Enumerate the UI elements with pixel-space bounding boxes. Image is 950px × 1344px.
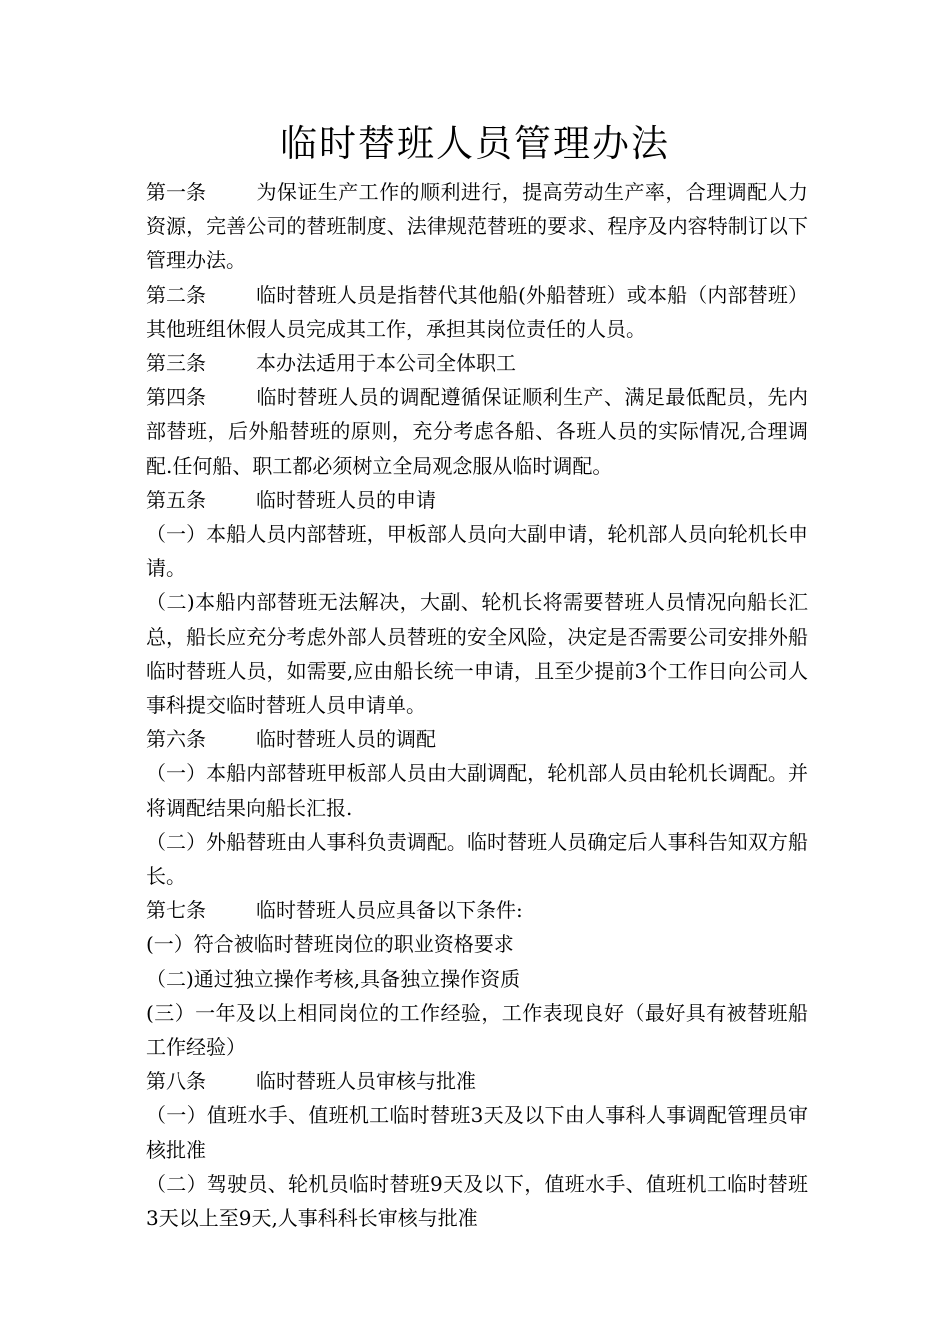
article-number: 第八条 [146,1069,206,1094]
paragraph-text: 为保证生产工作的顺利进行，提高劳动生产率，合理调配人力资源，完善公司的替班制度、法律规范替班的要求、程序及内容特制订以下管理办法。 [146,180,808,273]
paragraph-text: 临时替班人员应具备以下条件: [256,898,523,923]
article-paragraph [146,380,808,483]
clause-paragraph [146,585,808,722]
paragraph-text: （二）外船替班由人事科负责调配。临时替班人员确定后人事科告知双方船长。 [146,829,808,889]
paragraph-text: （一）本船人员内部替班，甲板部人员向大副申请，轮机部人员向轮机长申请。 [146,522,808,581]
clause-paragraph [146,927,808,961]
clause-paragraph [146,517,808,585]
article-number: 第六条 [146,727,206,752]
paragraph-text: （一）值班水手、值班机工临时替班3天及以下由人事科人事调配管理员审核批准 [146,1103,808,1162]
article-paragraph [146,722,808,756]
article-number: 第三条 [146,351,206,376]
article-number: 第五条 [146,487,206,512]
paragraph-text: 临时替班人员审核与批准 [256,1069,476,1094]
paragraph-text: 临时替班人员的调配遵循保证顺利生产、满足最低配员，先内部替班，后外船替班的原则，充分考虑各船、各班人员的实际情况,合理调配.任何船、职工都必须树立全局观念服从临时调配。 [146,385,808,478]
article-number: 第四条 [146,385,206,410]
paragraph-text: (三）一年及以上相同岗位的工作经验，工作表现良好（最好具有被替班船工作经验） [146,1000,808,1060]
article-paragraph [146,175,808,278]
paragraph-text: （二)通过独立操作考核,具备独立操作资质 [146,966,521,991]
paragraph-text: 本办法适用于本公司全体职工 [256,351,516,376]
article-number: 第二条 [146,282,206,307]
paragraph-text: 临时替班人员的申请 [256,487,436,512]
article-number: 第一条 [146,180,206,204]
article-paragraph [146,1064,808,1098]
paragraph-text: 临时替班人员是指替代其他船(外船替班）或本船（内部替班）其他班组休假人员完成其工作，承担其岗位责任的人员。 [146,282,808,341]
clause-paragraph [146,1098,808,1166]
paragraph-text: 临时替班人员的调配 [256,727,436,752]
article-number: 第七条 [146,898,206,923]
document-body [146,175,808,1235]
article-paragraph [146,893,808,927]
article-paragraph [146,483,808,517]
article-paragraph [146,346,808,380]
paragraph-text: （二）驾驶员、轮机员临时替班9天及以下，值班水手、值班机工临时替班3天以上至9天,人事科科长审核与批准 [146,1171,808,1231]
paragraph-text: (一）符合被临时替班岗位的职业资格要求 [146,932,514,957]
clause-paragraph [146,756,808,824]
paragraph-text: （一）本船内部替班甲板部人员由大副调配，轮机部人员由轮机长调配。并将调配结果向船长汇报. [146,761,808,820]
clause-paragraph [146,825,808,893]
clause-paragraph [146,962,808,996]
document-title: 临时替班人员管理办法 [280,122,670,165]
clause-paragraph [146,996,808,1064]
paragraph-text: （二)本船内部替班无法解决，大副、轮机长将需要替班人员情况向船长汇总，船长应充分考虑外部人员替班的安全风险，决定是否需要公司安排外船临时替班人员，如需要,应由船长统一申请，且至少提前3个工作日向公司人事科提交临时替班人员申请单。 [146,590,808,718]
clause-paragraph [146,1167,808,1235]
article-paragraph [146,278,808,346]
